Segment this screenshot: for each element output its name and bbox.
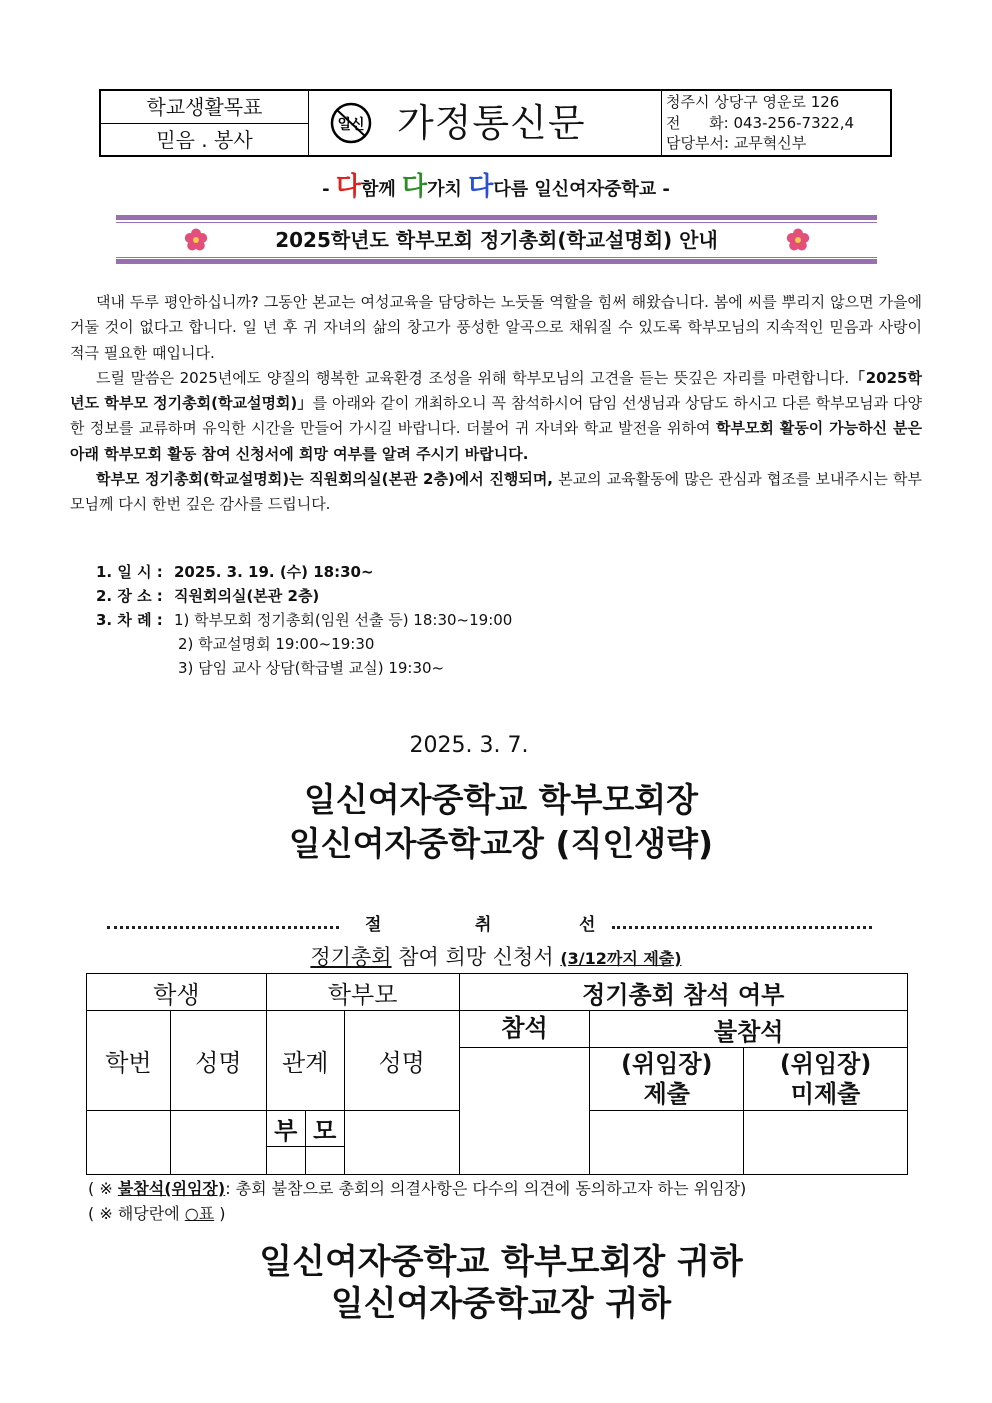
detail-order (96, 608, 512, 632)
form-notes (88, 1176, 746, 1226)
note-1-open: ( ※ (88, 1179, 113, 1198)
phone-number: 043-256-7322,4 (733, 113, 855, 132)
header-relation: 관계 (266, 1011, 344, 1111)
signature-line-1: 일신여자중학교 학부모회장 (303, 780, 699, 819)
title-block (309, 91, 662, 155)
addressee-line-1: 일신여자중학교 학부모회장 귀하 (259, 1242, 743, 1282)
motto-label: 학교생활목표 (101, 91, 308, 124)
dept-label: 담당부서: (666, 134, 730, 152)
banner-top-line (116, 215, 877, 220)
where-label: 2. 장 소 : (96, 587, 163, 605)
detail-where (96, 584, 512, 608)
page-title: 가정통신문 (397, 101, 586, 145)
flower-icon (786, 228, 810, 252)
school-motto (101, 91, 309, 155)
cell-proxy-not-submitted[interactable] (744, 1111, 908, 1175)
order-item: 2) 학교설명회 19:00~19:30 (178, 635, 375, 653)
body-paragraph-2 (70, 366, 922, 467)
letter-header (99, 89, 892, 157)
banner-bottom-thin-line (116, 257, 877, 258)
header-absent: 불참석 (590, 1011, 908, 1048)
application-form-table (86, 973, 908, 1175)
when-value: 2025. 3. 19. (수) 18:30~ (174, 563, 374, 581)
school-address: 청주시 상당구 영운로 126 (666, 93, 840, 111)
banner-bottom-line (116, 259, 877, 264)
header-proxy-submitted (590, 1048, 744, 1111)
note-1-text: : 총회 불참으로 총회의 의결사항은 다수의 의견에 동의하고자 하는 위임장) (225, 1179, 747, 1198)
cut-dots-right (612, 926, 872, 929)
event-details (96, 560, 512, 680)
note-1 (88, 1176, 746, 1201)
proxy-submitted-line-2: 제출 (643, 1080, 690, 1108)
phone-row (666, 113, 894, 134)
cell-student-name[interactable] (170, 1111, 266, 1175)
header-parent: 학부모 (266, 974, 459, 1011)
note-2-close: ) (219, 1204, 226, 1223)
header-parent-name: 성명 (344, 1011, 459, 1111)
note-1-term: 불참석(위임장) (117, 1179, 226, 1198)
slogan-dash-right: - (662, 179, 670, 200)
p2-request: 학부모회 활동이 가능하신 분은 아래 학부모회 활동 참여 신청서에 희망 여부를 알려 주시기 바랍니다. (70, 419, 922, 463)
slogan-dash-left: - (322, 179, 330, 200)
cut-dots-left (107, 926, 339, 929)
school-contact (662, 92, 894, 154)
form-title-a: 정기총회 (310, 945, 392, 969)
body-paragraph-1: 댁내 두루 평안하십니까? 그동안 본교는 여성교육을 담당하는 노둣돌 역할을 힘써 해왔습니다. 봄에 씨를 뿌리지 않으면 가을에 거둘 것이 없다고 합니다. 일 년 후 귀 자녀의 삶의 창고가 풍성한 알곡으로 채워질 수 있도록 학부모님의 지속적인 믿음과 사랑이 적극 필요한 때입니다. (70, 293, 922, 362)
header-student-name: 성명 (170, 1011, 266, 1111)
slogan-school: 일신여자중학교 (534, 179, 657, 200)
cell-present-check[interactable] (459, 1048, 590, 1175)
notice-heading: 2025학년도 학부모회 정기총회(학교설명회) 안내 (275, 228, 718, 252)
proxy-submitted-line-1: (위임장) (621, 1050, 713, 1078)
form-title (0, 940, 992, 976)
p3-location: 학부모 정기총회(학교설명회)는 직원회의실(본관 2층)에서 진행되며, (96, 470, 554, 489)
slogan-da-3: 다 (468, 172, 494, 202)
slogan-da-2: 다 (402, 172, 428, 202)
slogan-word-1: 함께 (360, 179, 396, 200)
phone-label: 전 화: (666, 113, 729, 132)
note-2-mark: ○표 (184, 1204, 215, 1223)
school-slogan (0, 172, 992, 205)
body-paragraph-3 (70, 467, 922, 518)
order-item: 1) 학부모회 정기총회(임원 선출 등) 18:30~19:00 (174, 611, 513, 629)
header-present: 참석 (459, 1011, 590, 1048)
cell-proxy-submitted[interactable] (590, 1111, 744, 1175)
cell-father-mark[interactable] (266, 1147, 305, 1175)
cell-mother-mark[interactable] (305, 1147, 344, 1175)
letter-date: 2025. 3. 7. (409, 733, 529, 758)
relation-mother[interactable]: 모 (305, 1111, 344, 1147)
p3-thanks: 본교의 교육활동에 많은 관심과 협조를 보내주시는 학부모님께 다시 한번 깊은 감사를 드립니다. (70, 470, 922, 514)
relation-father[interactable]: 부 (266, 1111, 305, 1147)
proxy-none-line-2: 미제출 (790, 1080, 861, 1108)
header-proxy-not-submitted (744, 1048, 908, 1111)
p2-text-a: 드릴 말씀은 2025년에도 양질의 행복한 교육환경 조성을 위해 학부모님의 고견을 듣는 뜻깊은 자리를 마련합니다. (96, 368, 850, 387)
dept-name: 교무혁신부 (733, 134, 807, 152)
form-title-b: 참여 희망 신청서 (398, 945, 554, 969)
slogan-word-2: 가치 (427, 179, 462, 200)
motto-text: 믿음 . 봉사 (156, 128, 253, 152)
header-student-number: 학번 (87, 1011, 171, 1111)
note-2-open: ( ※ 해당란에 (88, 1204, 180, 1223)
cut-char-3: 선 (579, 915, 596, 935)
proxy-none-line-1: (위임장) (779, 1050, 872, 1078)
dept-row (666, 133, 894, 154)
header-attendance: 정기총회 참석 여부 (459, 974, 907, 1011)
cut-line (107, 910, 872, 936)
order-item: 3) 담임 교사 상담(학급별 교실) 19:30~ (178, 659, 445, 677)
cell-student-number[interactable] (87, 1111, 171, 1175)
detail-when (96, 560, 512, 584)
logo-text: 일신 (337, 117, 365, 133)
form-deadline: (3/12까지 제출) (560, 949, 682, 968)
signature-line-2: 일신여자중학교장 (직인생략) (288, 824, 714, 863)
cut-char-1: 절 (365, 915, 382, 935)
note-2 (88, 1201, 746, 1226)
when-label: 1. 일 시 : (96, 563, 163, 581)
p2-text-c: 를 아래와 같이 개최하오니 꼭 참석하시어 담임 선생님과 상담도 하시고 다른 학부모님과 다양한 정보를 교류하며 유익한 시간을 만들어 가시길 바랍니다. 더불어 귀 자녀와 학교 발전을 위하여 (70, 394, 922, 438)
cell-parent-name[interactable] (344, 1111, 459, 1175)
notice-banner (116, 215, 877, 265)
p2-event-name: 「2025학년도 학부모 정기총회(학교설명회)」 (70, 368, 922, 413)
letter-body (70, 290, 922, 518)
slogan-da-1: 다 (335, 172, 361, 202)
slogan-word-3: 다름 (493, 179, 529, 200)
cut-char-2: 취 (475, 915, 492, 935)
where-value: 직원회의실(본관 2층) (174, 587, 320, 605)
school-logo-icon (330, 102, 372, 144)
addressee-line-2: 일신여자중학교장 귀하 (330, 1284, 672, 1324)
order-label: 3. 차 례 : (96, 611, 163, 629)
header-student: 학생 (87, 974, 267, 1011)
